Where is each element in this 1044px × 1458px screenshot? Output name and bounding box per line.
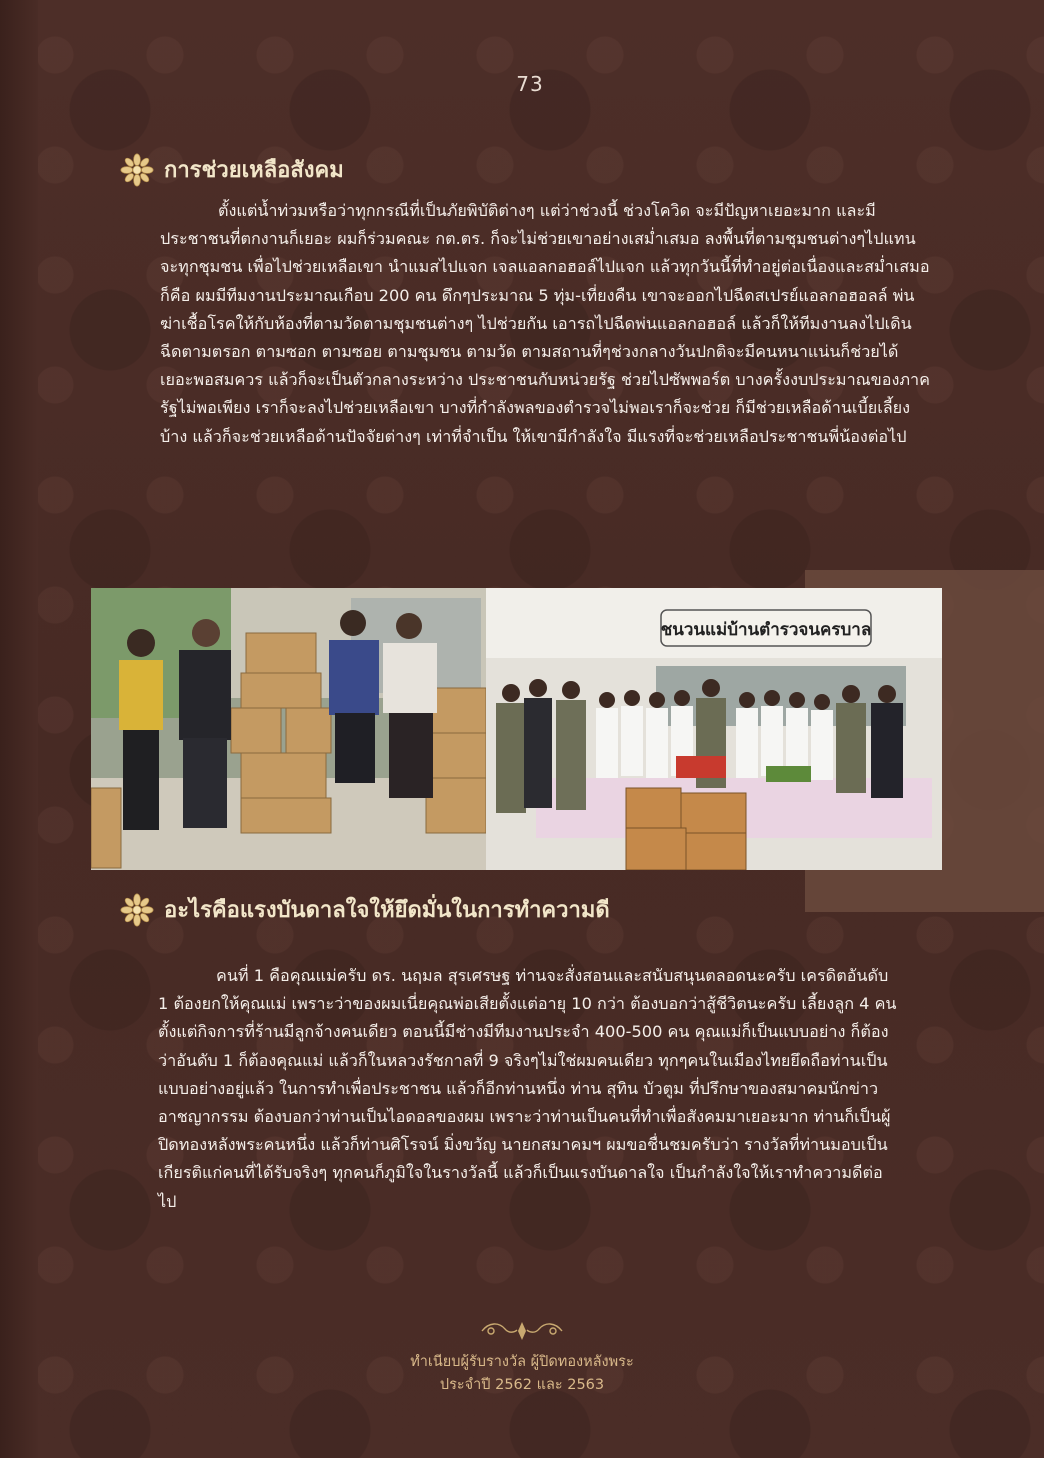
section-body-paragraph: คนที่ 1 คือคุณแม่ครับ ดร. นฤมล สุรเศรษฐ ท่านจะสั่งสอนและสนับสนุนตลอดนะครับ เครดิตอันดับ 1 ต้องยกให้คุณแม่ เพราะว่าของผมเนี่ยคุณพ่อเสียตั้งแต่อายุ 10 กว่า ต้องบอกว่าสู้ชีวิตนะครับ เลี้ยงลูก 4 คน ตั้งแต่กิจการที่ร้านมีลูกจ้างคนเดียว ตอนนี้มีช่างมีทีมงานประจำ 400-500 คน คุณแม่ก็เป็นแบบอย่าง ก็ต้องว่าอันดับ 1 ก็ต้องคุณแม่ แล้วก็ในหลวงรัชกาลที่ 9 จริงๆไม่ใช่ผมคนเดียว ทุกๆคนในเมืองไทยยึดถือท่านเป็นแบบอย่างอยู่แล้ว ในการทำเพื่อประชาชน แล้วก็อีกท่านหนึ่ง ท่าน สุทิน บัวตูม ที่ปรึกษาของสมาคมนักข่าวอาชญากรรม ต้องบอกว่าท่านเป็นไอดอลของผม เพราะว่าท่านเป็นคนที่ทำเพื่อสังคมมาเยอะมาก ท่านก็เป็นผู้ปิดทองหลังพระคนหนึ่ง แล้วก็ท่านศิโรจน์ มิ่งขวัญ นายกสมาคมฯ ผมขอชื่นชมครับว่า รางวัลที่ท่านมอบเป็นเกียรติแก่คนที่ได้รับจริงๆ ทุกคนก็ภูมิใจในรางวัลนี้ แล้วก็เป็นแรงบันดาลใจ เป็นกำลังใจให้เราทำความดีต่อไป [158, 966, 897, 1211]
donation-boxes-photo [91, 588, 486, 870]
decorative-left-strip [0, 0, 38, 1458]
footer-publication-year: ประจำปี 2562 และ 2563 [439, 1377, 605, 1393]
event-banner-text: ชนวนแม่บ้านตำรวจนครบาล [660, 620, 872, 640]
police-wives-event-photo [486, 588, 942, 870]
section-heading-inspiration [120, 892, 610, 927]
section-heading-social-help [120, 152, 344, 187]
footer-publication-title: ทำเนียบผู้รับรางวัล ผู้ปิดทองหลังพระ [410, 1354, 634, 1370]
photo-illustration [91, 588, 486, 870]
photo-illustration [486, 588, 942, 870]
footer-ornament-icon [0, 1320, 1044, 1347]
page-number: 73 [516, 72, 544, 96]
section-body-paragraph: ตั้งแต่น้ำท่วมหรือว่าทุกกรณีที่เป็นภัยพิบัติต่างๆ แต่ว่าช่วงนี้ ช่วงโควิด จะมีปัญหาเยอะมาก และมีประชาชนที่ตกงานก็เยอะ ผมก็ร่วมคณะ กต.ตร. ก็จะไม่ช่วยเขาอย่างเสม่ำเสมอ ลงพื้นที่ตามชุมชนต่างๆไปแทนจะทุกชุมชน เพื่อไปช่วยเหลือเขา นำแมสไปแจก เจลแอลกอฮอล์ไปแจก แล้วทุกวันนี้ที่ทำอยู่ต่อเนื่องและสม่ำเสมอก็คือ ผมมีทีมงานประมาณเกือบ 200 คน ดึกๆประมาณ 5 ทุ่ม-เที่ยงคืน เขาจะออกไปฉีดสเปรย์แอลกอฮอลล์ พ่นฆ่าเชื้อโรคให้กับห้องที่ตามวัดตามชุมชนต่างๆ ไปช่วยกัน เอารถไปฉีดพ่นแอลกอฮอล์ แล้วก็ให้ทีมงานลงไปเดินฉีดตามตรอก ตามซอก ตามซอย ตามชุมชน ตามวัด ตามสถานที่ๆช่วงกลางวันปกติจะมีคนหนาแน่นก็ช่วยได้เยอะพอสมควร แล้วก็จะเป็นตัวกลางระหว่าง ประชาชนกับหน่วยรัฐ ช่วยไปซัพพอร์ต บางครั้งงบประมาณของภาครัฐไม่พอเพียง เราก็จะลงไปช่วยเหลือเขา บางที่กำลังพลของตำรวจไม่พอเราก็จะช่วย ก็มีช่วยเหลือด้านเบี้ยเลี้ยงบ้าง แล้วก็จะช่วยเหลือด้านปัจจัยต่างๆ เท่าที่จำเป็น ให้เขามีกำลังใจ มีแรงที่จะช่วยเหลือประชาชนพี่น้องต่อไป [160, 201, 930, 446]
section-heading-text: อะไรคือแรงบันดาลใจให้ยึดมั่นในการทำความดี [164, 898, 610, 923]
section-heading-text: การช่วยเหลือสังคม [164, 158, 344, 183]
lotus-flower-icon [120, 153, 154, 187]
lotus-flower-icon [120, 893, 154, 927]
